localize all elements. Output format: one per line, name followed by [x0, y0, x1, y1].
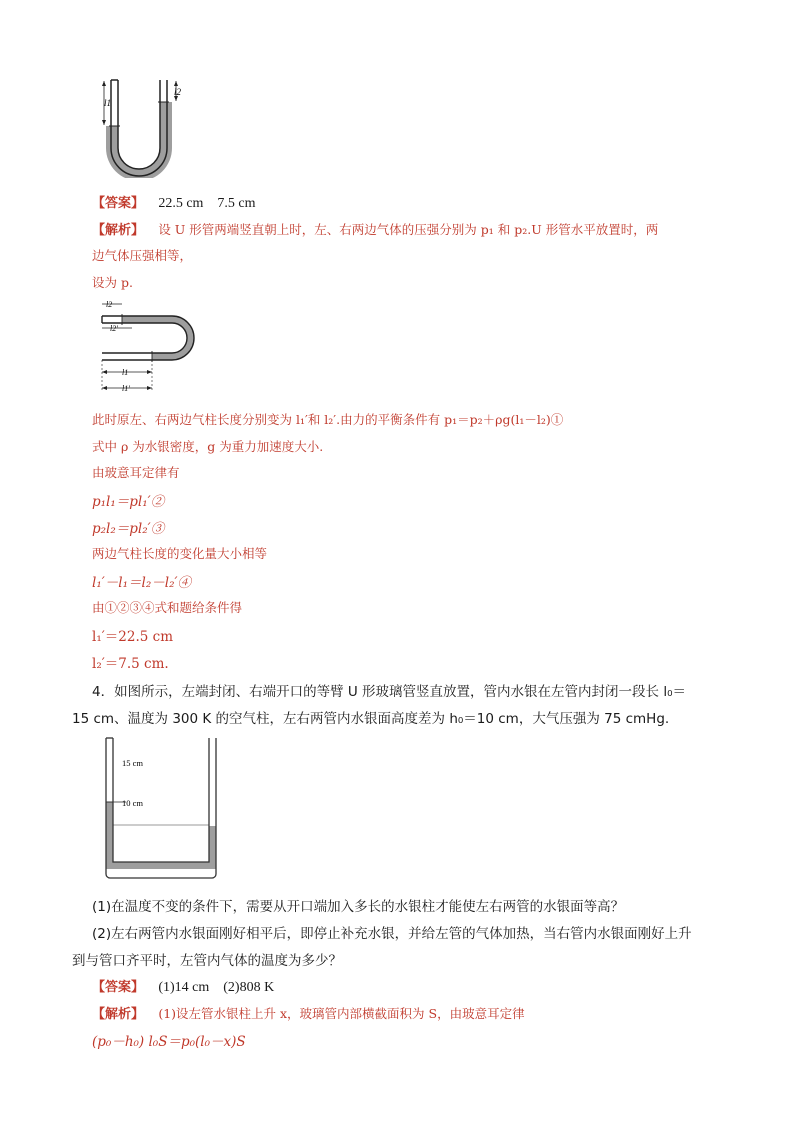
- l1-label: l1: [122, 368, 129, 377]
- l2-label: l2: [106, 300, 113, 309]
- answer-1: [92, 192, 256, 212]
- l1-label: l1: [104, 98, 112, 108]
- step-4: p₁l₁＝pl₁′②: [92, 494, 165, 510]
- step-7: l₁′－l₁＝l₂－l₂′④: [92, 575, 192, 591]
- analysis-tag: 【解析】: [92, 223, 145, 238]
- l1-prime-label: l1': [122, 384, 130, 393]
- analysis-4-line2: (p₀－h₀) l₀S＝p₀(l₀－x)S: [92, 1034, 246, 1050]
- step-1: 此时原左、右两边气柱长度分别变为 l₁′和 l₂′.由力的平衡条件有 p₁＝p₂＋ρg(l₁－l₂)①: [92, 412, 564, 427]
- label-10cm: 10 cm: [122, 798, 144, 808]
- answer-text: 22.5 cm 7.5 cm: [158, 196, 256, 211]
- answer-tag: 【答案】: [92, 196, 145, 211]
- analysis-text: (1)设左管水银柱上升 x，玻璃管内部横截面积为 S，由玻意耳定律: [158, 1006, 525, 1021]
- step-5: p₂l₂＝pl₂′③: [92, 521, 165, 537]
- question-4-line1: 4．如图所示，左端封闭、右端开口的等臂 U 形玻璃管竖直放置，管内水银在左管内封闭一段长 l₀＝: [92, 684, 687, 700]
- subquestion-2-line1: (2)左右两管内水银面刚好相平后，即停止补充水银，并给左管的气体加热，当右管内水银面刚好上升: [92, 926, 692, 942]
- answer-text: (1)14 cm (2)808 K: [158, 980, 275, 995]
- step-8: 由①②③④式和题给条件得: [92, 600, 243, 615]
- analysis-4-line1: [92, 1003, 525, 1022]
- analysis-text: 设 U 形管两端竖直朝上时，左、右两边气体的压强分别为 p₁ 和 p₂.U 形管水平放置时，两: [158, 222, 659, 237]
- analysis-1-line2: 边气体压强相等，: [92, 248, 193, 263]
- step-10: l₂′＝7.5 cm.: [92, 656, 169, 672]
- analysis-1-line3: 设为 p.: [92, 275, 133, 290]
- answer-tag: 【答案】: [92, 980, 145, 995]
- step-9: l₁′＝22.5 cm: [92, 629, 174, 645]
- answer-4: [92, 976, 274, 996]
- analysis-1-line1: [92, 219, 658, 238]
- label-15cm: 15 cm: [122, 758, 144, 768]
- u-tube-horizontal-figure: [92, 298, 212, 398]
- step-2: 式中 ρ 为水银密度，g 为重力加速度大小.: [92, 439, 324, 454]
- question-4-line2: 15 cm、温度为 300 K 的空气柱，左右两管内水银面高度差为 h₀＝10 cm，大气压强为 75 cmHg.: [72, 711, 670, 727]
- subquestion-2-line2: 到与管口齐平时，左管内气体的温度为多少？: [72, 953, 342, 969]
- step-3: 由玻意耳定律有: [92, 465, 180, 480]
- l2-label: l2: [174, 87, 182, 97]
- subquestion-1: (1)在温度不变的条件下，需要从开口端加入多长的水银柱才能使左右两管的水银面等高？: [92, 899, 625, 915]
- u-tube-question-4-figure: [96, 734, 226, 882]
- analysis-tag: 【解析】: [92, 1007, 145, 1022]
- step-6: 两边气柱长度的变化量大小相等: [92, 546, 268, 561]
- l2-prime-label: l2': [110, 324, 118, 333]
- u-tube-vertical-figure: [96, 78, 196, 178]
